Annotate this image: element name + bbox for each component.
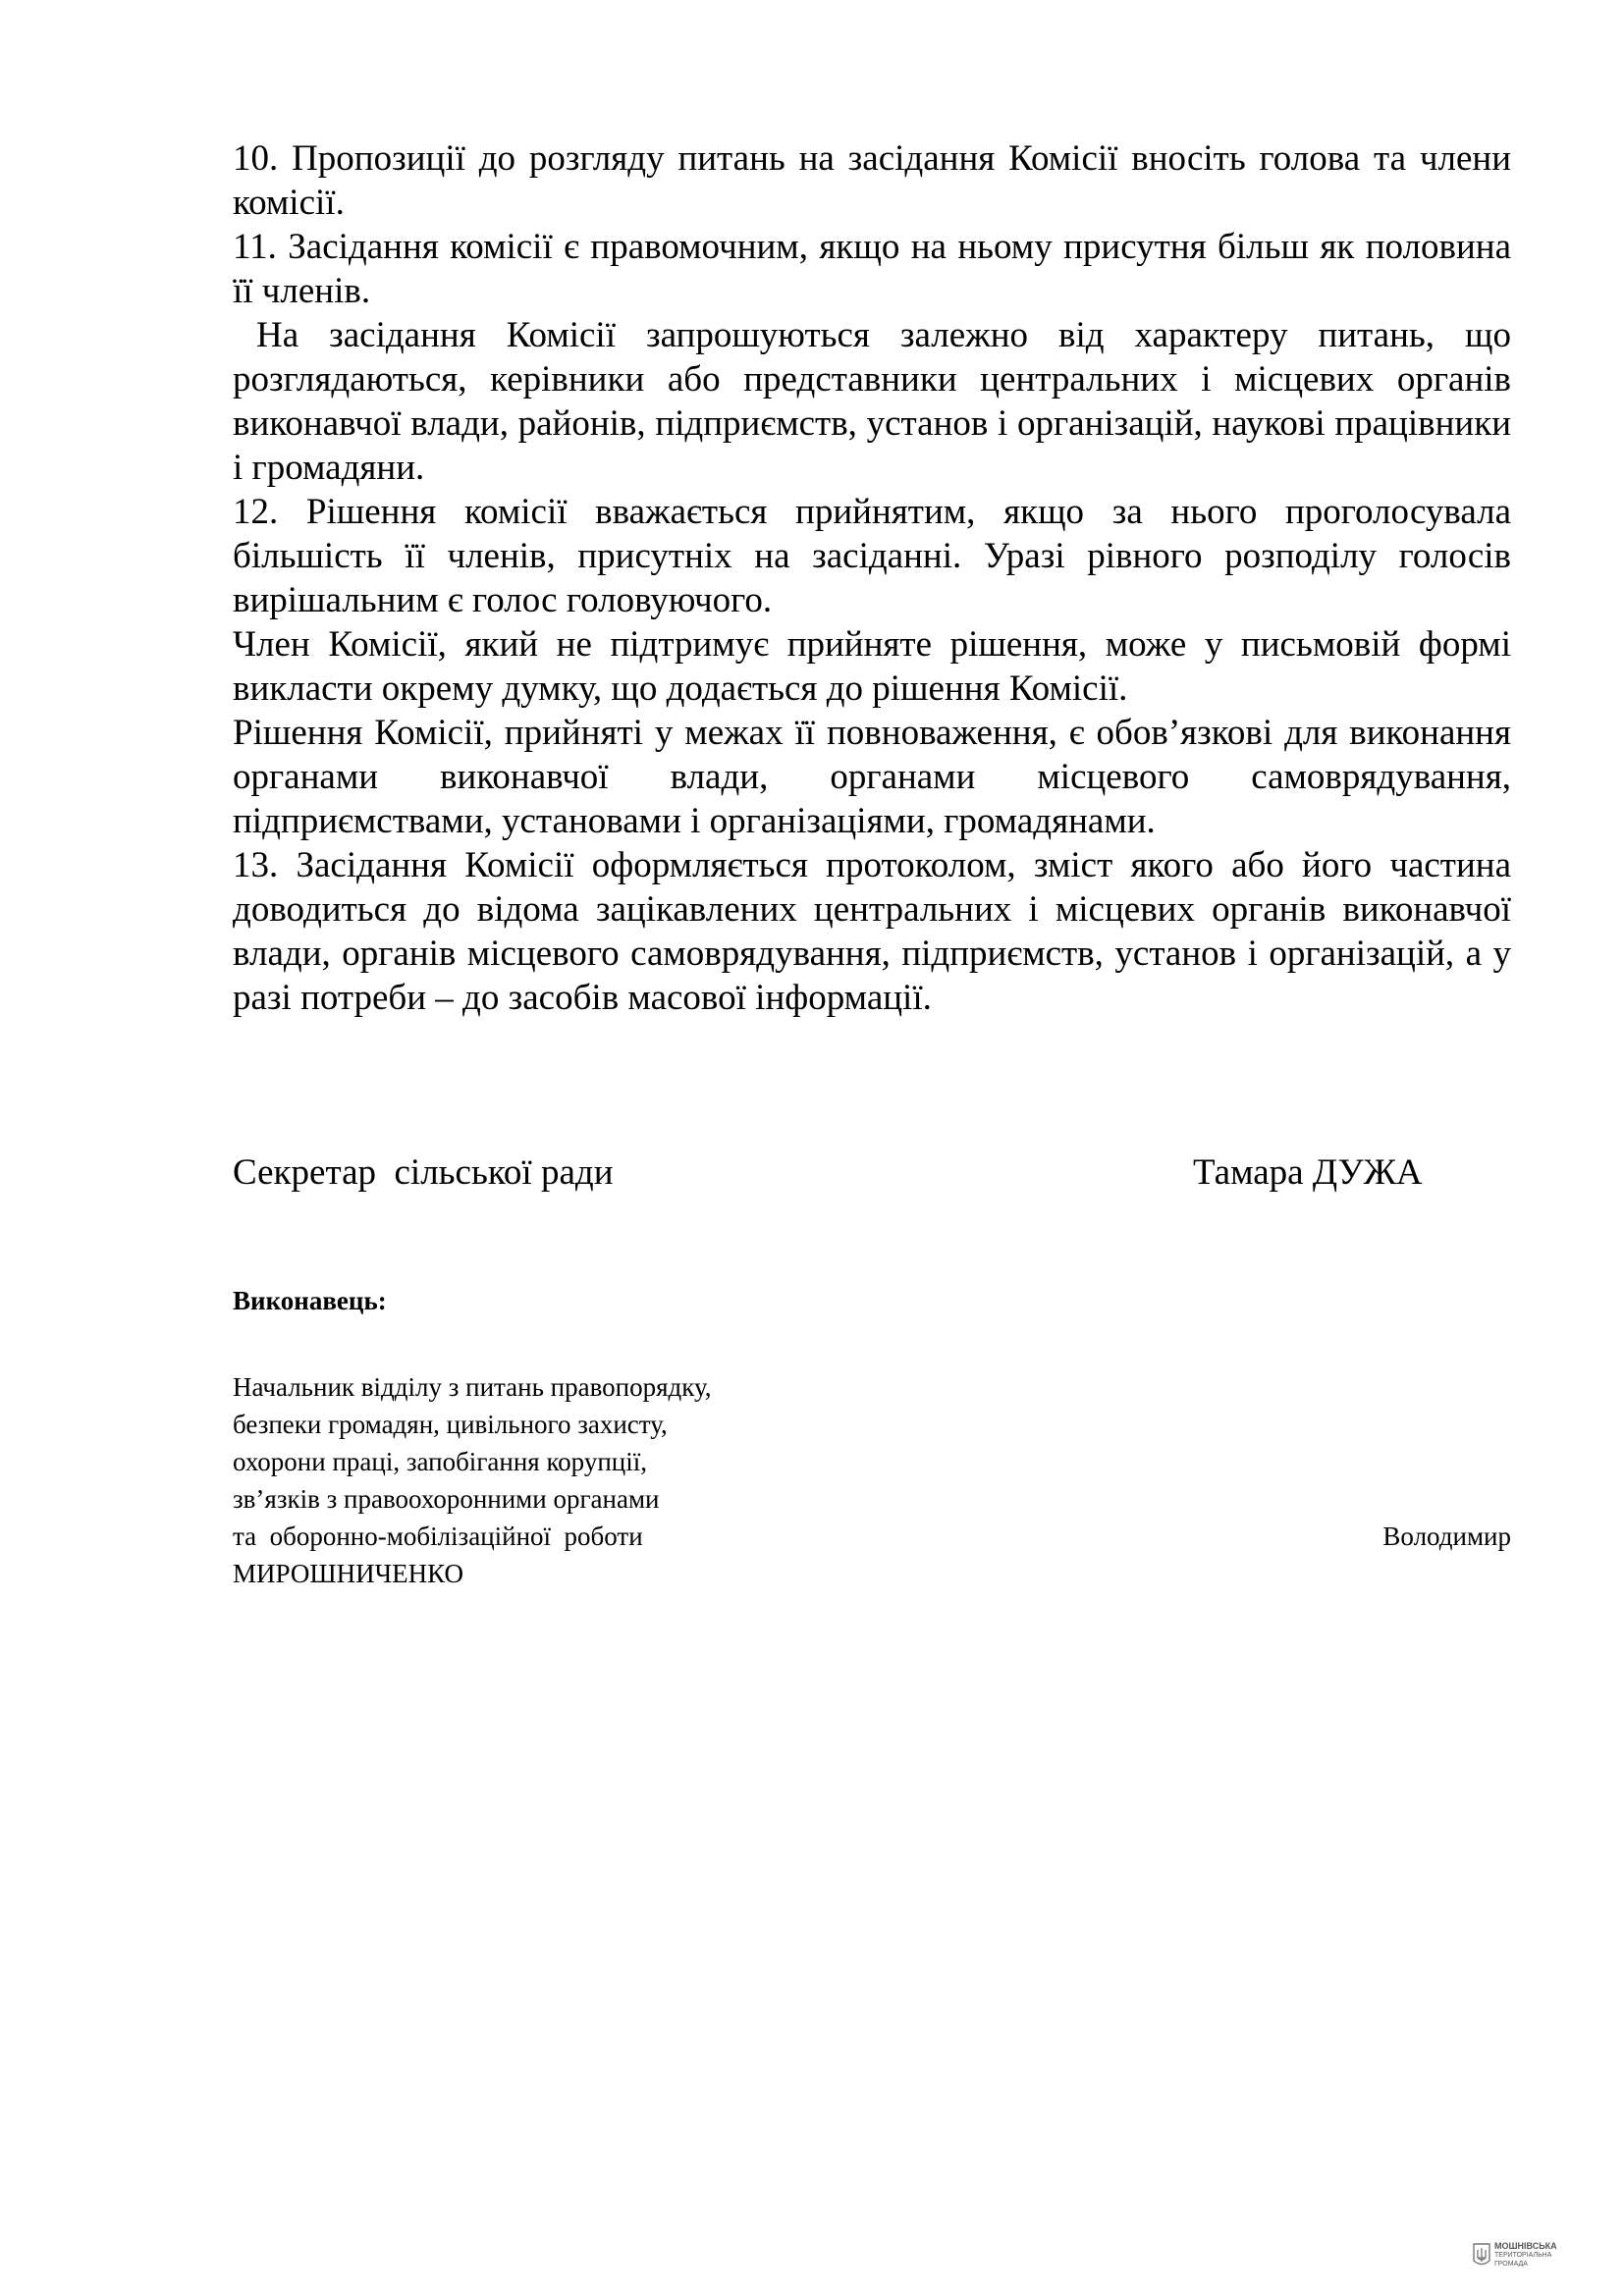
- executor-first-name: Володимир: [1382, 1522, 1511, 1551]
- paragraph-12: 12. Рішення комісії вважається прийнятим, якщо за нього проголосувала більшість її членів, присутніх на засіданні. Уразі рівного розподілу голосів вирішальним є голос головуючого.: [233, 492, 1511, 620]
- executor-line-with-name: [233, 1518, 1511, 1555]
- executor-line: охорони праці, запобігання корупції,: [233, 1447, 647, 1476]
- watermark-line-2: ТЕРИТОРІАЛЬНА: [1494, 2252, 1552, 2259]
- document-body: [233, 136, 1511, 1020]
- executor-line: та оборонно-мобілізаційної роботи: [233, 1522, 643, 1551]
- watermark-line-3: ГРОМАДА: [1494, 2261, 1528, 2268]
- signature-name: Тамара ДУЖА: [1193, 1152, 1423, 1193]
- signature-position: Секретар сільської ради: [233, 1152, 614, 1193]
- community-watermark: [1473, 2242, 1557, 2269]
- executor-block: [233, 1368, 1511, 1592]
- trident-emblem-icon: [1473, 2243, 1490, 2269]
- paragraph-12-dissent: Член Комісії, який не підтримує прийняте рішення, може у письмовій формі викласти окрему думку, що додається до рішення Комісії.: [233, 624, 1511, 709]
- paragraph-10: 10. Пропозиції до розгляду питань на засідання Комісії вносіть голова та члени комісії.: [233, 138, 1511, 223]
- executor-surname: МИРОШНИЧЕНКО: [233, 1559, 463, 1588]
- watermark-line-1: МОШНІВСЬКА: [1494, 2241, 1557, 2251]
- executor-line: безпеки громадян, цивільного захисту,: [233, 1410, 668, 1439]
- paragraph-13: 13. Засідання Комісії оформляється протоколом, зміст якого або його частина доводиться до відома зацікавлених центральних і місцевих органів виконавчої влади, органів місцевого самоврядування, підприємств, установ і організацій, а у разі потреби – до засобів масової інформації.: [233, 845, 1511, 1018]
- executor-title: Виконавець:: [233, 1286, 387, 1315]
- paragraph-11-invitees: На засідання Комісії запрошуються залежно від характеру питань, що розглядаються, керівники або представники центральних і місцевих органів виконавчої влади, районів, підприємств, установ і організацій, наукові працівники і громадяни.: [233, 315, 1511, 488]
- executor-line: Начальник відділу з питань правопорядку,: [233, 1372, 712, 1402]
- watermark-text: [1494, 2242, 1557, 2269]
- paragraph-12-binding: Рішення Комісії, прийняті у межах її повноваження, є обов’язкові для виконання органами виконавчої влади, органами місцевого самоврядування, підприємствами, установами і організаціями, громадянами.: [233, 713, 1511, 841]
- paragraph-11: 11. Засідання комісії є правомочним, якщо на ньому присутня більш як половина її членів.: [233, 227, 1511, 311]
- executor-line: зв’язків з правоохоронними органами: [233, 1484, 660, 1514]
